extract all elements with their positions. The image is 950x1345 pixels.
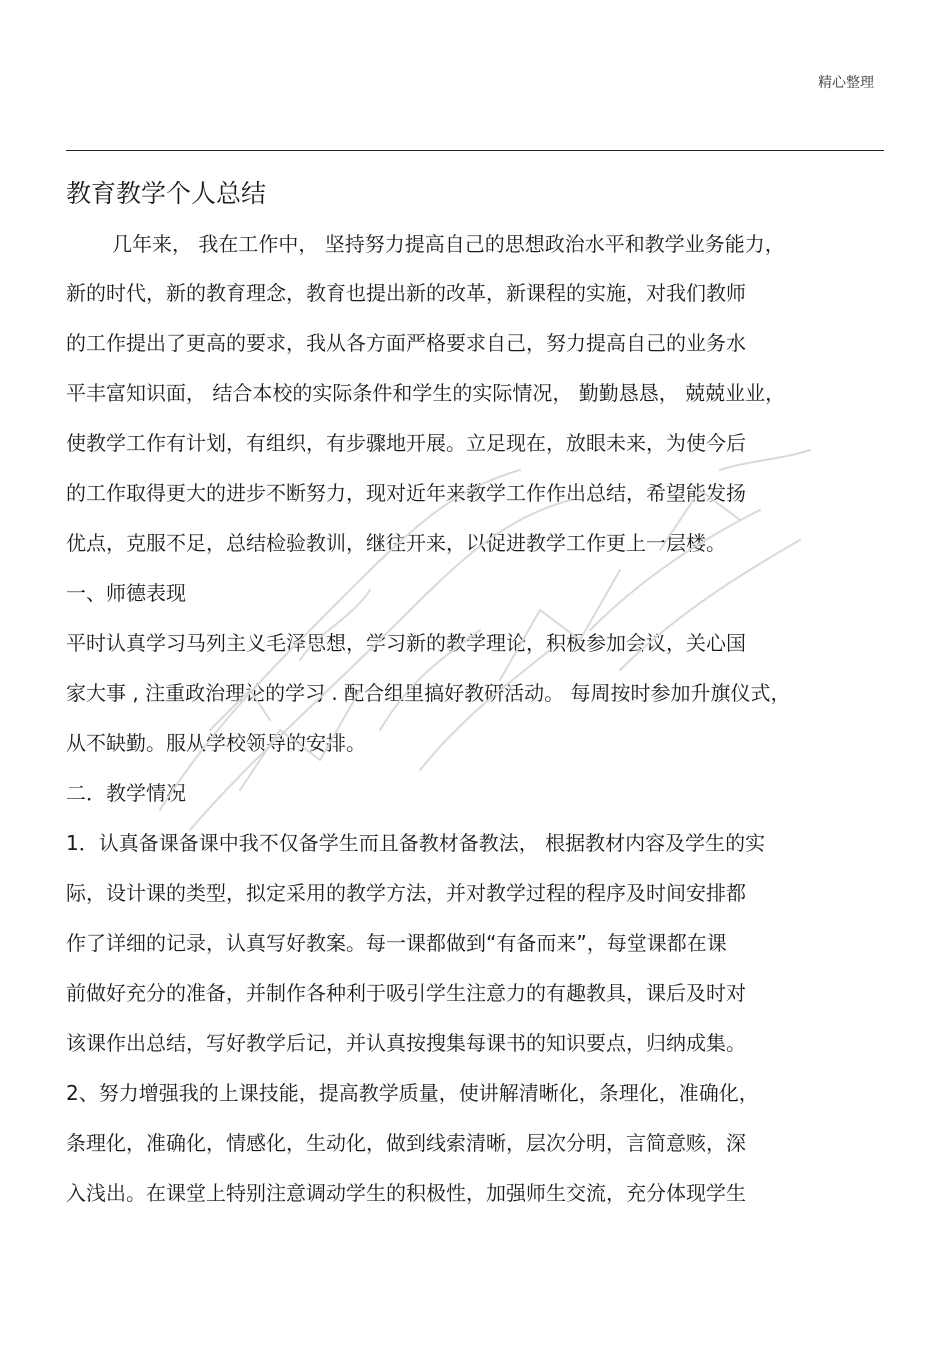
header-divider: [66, 150, 884, 151]
paragraph-line: 新的时代，新的教育理念，教育也提出新的改革，新课程的实施，对我们教师: [66, 281, 746, 305]
paragraph-line: 的工作提出了更高的要求，我从各方面严格要求自己，努力提高自己的业务水: [66, 331, 746, 355]
paragraph-line: 该课作出总结，写好教学后记，并认真按搜集每课书的知识要点，归纳成集。: [66, 1031, 746, 1055]
paragraph-line: 1．认真备课备课中我不仅备学生而且备教材备教法， 根据教材内容及学生的实: [66, 831, 766, 855]
paragraph-line: 几年来， 我在工作中， 坚持努力提高自己的思想政治水平和教学业务能力，: [112, 232, 785, 256]
document-title: 教育教学个人总结: [66, 179, 267, 208]
paragraph-line: 作了详细的记录，认真写好教案。每一课都做到“有备而来”，每堂课都在课: [66, 931, 727, 955]
paragraph-line: 际，设计课的类型，拟定采用的教学方法，并对教学过程的程序及时间安排都: [66, 881, 746, 905]
header-tag: 精心整理: [818, 75, 874, 91]
section-heading: 二．教学情况: [66, 781, 186, 805]
paragraph-line: 平丰富知识面， 结合本校的实际条件和学生的实际情况， 勤勤恳恳， 兢兢业业，: [66, 381, 786, 405]
paragraph-line: 入浅出。在课堂上特别注意调动学生的积极性，加强师生交流，充分体现学生: [66, 1181, 746, 1205]
paragraph-line: 从不缺勤。服从学校领导的安排。: [66, 731, 366, 755]
paragraph-line: 条理化，准确化，情感化，生动化，做到线索清晰，层次分明，言简意赅，深: [66, 1131, 746, 1155]
paragraph-line: 的工作取得更大的进步不断努力，现对近年来教学工作作出总结，希望能发扬: [66, 481, 746, 505]
paragraph-line: 2、努力增强我的上课技能，提高教学质量，使讲解清晰化，条理化，准确化，: [66, 1081, 759, 1105]
paragraph-line: 使教学工作有计划，有组织，有步骤地开展。立足现在，放眼未来，为使今后: [66, 431, 746, 455]
paragraph-line: 前做好充分的准备，并制作各种利于吸引学生注意力的有趣教具，课后及时对: [66, 981, 746, 1005]
paragraph-line: 家大事 , 注重政治理论的学习 . 配合组里搞好教研活动。 每周按时参加升旗仪式，: [66, 681, 791, 705]
paragraph-line: 优点，克服不足，总结检验教训，继往开来，以促进教学工作更上一层楼。: [66, 531, 726, 555]
paragraph-line: 平时认真学习马列主义毛泽思想，学习新的教学理论，积极参加会议，关心国: [66, 631, 746, 655]
section-heading: 一、师德表现: [66, 581, 186, 605]
